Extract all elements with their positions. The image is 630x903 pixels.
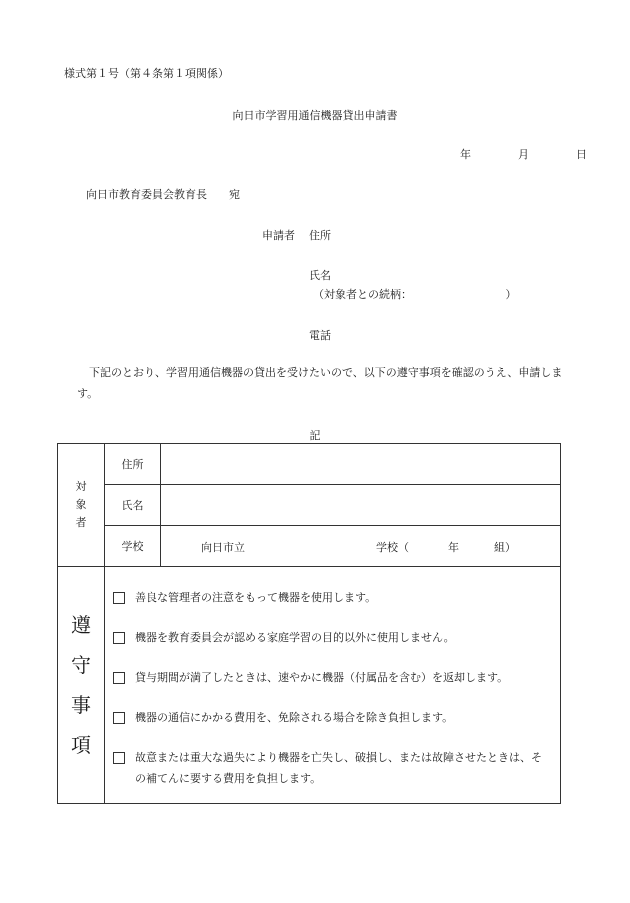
rule-checkbox[interactable]: [113, 672, 125, 684]
intro-paragraph: 下記のとおり、学習用通信機器の貸出を受けたいので、以下の遵守事項を確認のうえ、申請します。: [77, 366, 563, 400]
addressee: 向日市教育委員会教育長 宛: [86, 188, 240, 201]
school-prefix: 向日市立: [201, 541, 245, 554]
form-number: 様式第１号（第４条第１項関係）: [64, 67, 229, 80]
rule-checkbox[interactable]: [113, 632, 125, 644]
subject-school-field[interactable]: [161, 526, 561, 567]
applicant-address-label: 住所: [309, 229, 331, 242]
subject-name-label: 氏名: [105, 485, 161, 526]
subject-address-label: 住所: [105, 444, 161, 485]
applicant-name-label: 氏名: [309, 269, 331, 282]
rules-header: 遵 守 事 項: [71, 613, 91, 757]
subject-name-field[interactable]: [161, 485, 561, 526]
subject-header: 対 象 者: [75, 480, 87, 529]
document-title: 向日市学習用通信機器貸出申請書: [232, 109, 398, 122]
rule-item: 善良な管理者の注意をもって機器を使用します。: [113, 587, 550, 608]
date-line: [460, 146, 587, 162]
rule-checkbox[interactable]: [113, 752, 125, 764]
rule-item: 貸与期間が満了したときは、速やかに機器（付属品を含む）を返却します。: [113, 667, 550, 688]
rules-header-cell: [58, 567, 105, 804]
rule-item: 機器を教育委員会が認める家庭学習の目的以外に使用しません。: [113, 627, 550, 648]
subject-school-label: 学校: [105, 526, 161, 567]
school-class: 組）: [494, 541, 516, 554]
school-suffix: 学校（: [376, 541, 409, 554]
school-grade: 年: [448, 541, 459, 554]
date-day: 日: [576, 148, 587, 161]
subject-address-field[interactable]: [161, 444, 561, 485]
date-year: 年: [460, 148, 471, 161]
rule-checkbox[interactable]: [113, 592, 125, 604]
subject-header-cell: [58, 444, 105, 567]
rule-checkbox[interactable]: [113, 712, 125, 724]
ki-label: 記: [309, 429, 321, 442]
rule-item: 機器の通信にかかる費用を、免除される場合を除き負担します。: [113, 707, 550, 728]
relationship-line: （対象者との続柄： ）: [313, 288, 517, 301]
date-month: 月: [518, 148, 529, 161]
rule-item: 故意または重大な過失により機器を亡失し、破損し、または故障させたときは、その補てんに要する費用を負担します。: [113, 747, 550, 789]
applicant-phone-label: 電話: [309, 329, 331, 342]
applicant-label: 申請者: [262, 229, 295, 242]
application-table: [57, 443, 561, 804]
rules-list: [105, 567, 561, 804]
